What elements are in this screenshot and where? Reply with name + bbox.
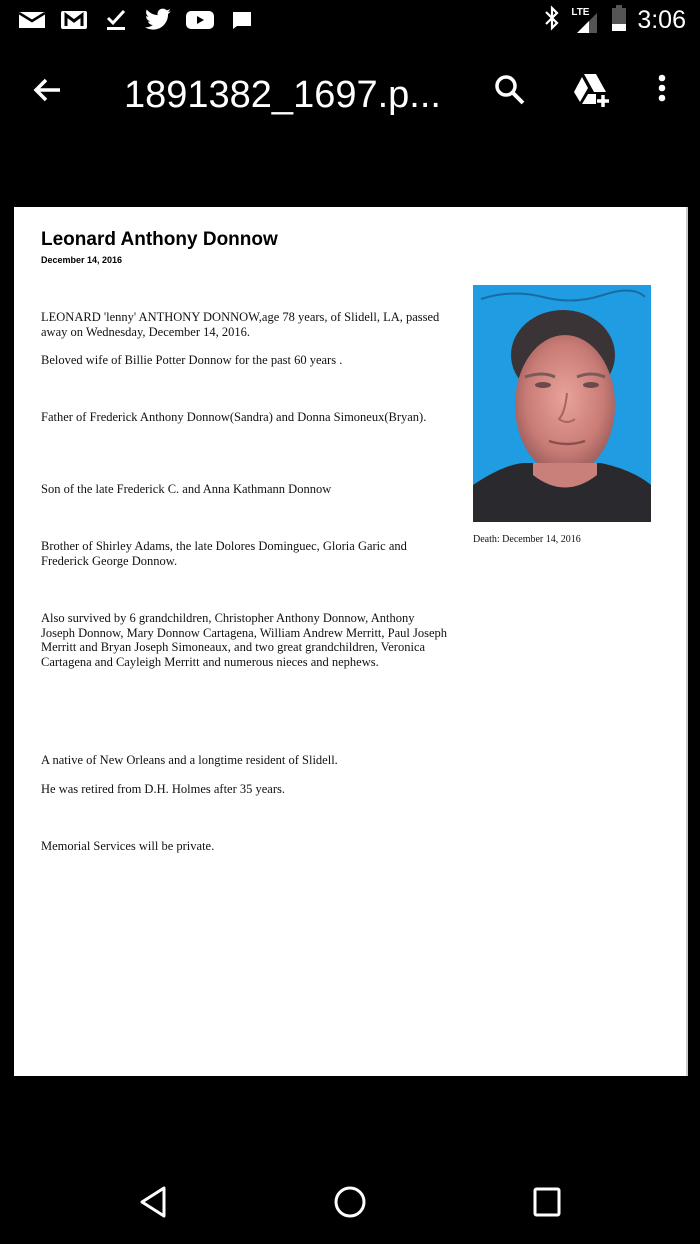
portrait-photo: [473, 285, 651, 522]
status-bar: [0, 0, 700, 42]
pdf-page[interactable]: [14, 207, 688, 1076]
obituary-date: December 14, 2016: [41, 255, 123, 265]
network-label: LTE: [571, 6, 590, 18]
clock: 3:06: [637, 6, 686, 34]
portrait-image: [473, 285, 651, 522]
paragraph-career: He was retired from D.H. Holmes after 35 years.: [41, 782, 286, 796]
paragraph-intro: LEONARD 'lenny' ANTHONY DONNOW,age 78 years, of Slidell, LA, passed away on Wednesday, December 14, 2016.: [41, 310, 440, 339]
app-bar: [0, 50, 700, 140]
gmail-icon: [60, 8, 88, 32]
triangle-back-icon: [134, 1182, 174, 1222]
square-recents-icon: [527, 1182, 567, 1222]
paragraph-residence: A native of New Orleans and a longtime resident of Slidell.: [41, 753, 338, 767]
battery-icon: [611, 4, 627, 37]
photo-caption: Death: December 14, 2016: [473, 534, 581, 545]
navigation-bar: [0, 1160, 700, 1244]
paragraph-siblings: Brother of Shirley Adams, the late Dolores Dominguec, Gloria Garic and Frederick George Donnow.: [41, 539, 407, 568]
paragraph-services: Memorial Services will be private.: [41, 839, 215, 853]
notification-icons: [18, 8, 256, 32]
flag-icon: [228, 8, 256, 32]
add-to-drive-button[interactable]: [570, 70, 612, 112]
email-icon: [18, 8, 46, 32]
circle-home-icon: [330, 1182, 370, 1222]
paragraph-parents: Son of the late Frederick C. and Anna Kathmann Donnow: [41, 482, 332, 496]
bluetooth-icon: [543, 5, 561, 36]
more-vert-icon: [650, 70, 674, 110]
nav-home-button[interactable]: [330, 1182, 370, 1222]
paragraph-spouse: Beloved wife of Billie Potter Donnow for the past 60 years .: [41, 353, 343, 367]
twitter-icon: [144, 8, 172, 32]
more-options-button[interactable]: [650, 70, 674, 110]
paragraph-grandchildren: Also survived by 6 grandchildren, Christopher Anthony Donnow, Anthony Joseph Donnow, Mary Donnow Cartagena, William Andrew Merritt, Paul Joseph Merritt and Bryan Joseph Simoneaux, and two great grandchildren, Veronica Cartagena and Cayleigh Merritt and numerous nieces and nephews.: [41, 611, 448, 669]
lte-signal-icon: [571, 7, 601, 35]
tasks-check-icon: [102, 8, 130, 32]
paragraph-children: Father of Frederick Anthony Donnow(Sandra) and Donna Simoneux(Bryan).: [41, 410, 427, 424]
nav-recents-button[interactable]: [527, 1182, 567, 1222]
obituary-title: Leonard Anthony Donnow: [41, 229, 278, 250]
search-button[interactable]: [490, 70, 530, 110]
nav-back-button[interactable]: [134, 1182, 174, 1222]
arrow-back-icon: [30, 72, 66, 108]
document-title: 1891382_1697.p...: [124, 74, 441, 116]
youtube-icon: [186, 8, 214, 32]
drive-add-icon: [570, 70, 612, 112]
search-icon: [490, 70, 530, 110]
back-button[interactable]: [30, 72, 66, 108]
system-icons: [543, 4, 686, 37]
